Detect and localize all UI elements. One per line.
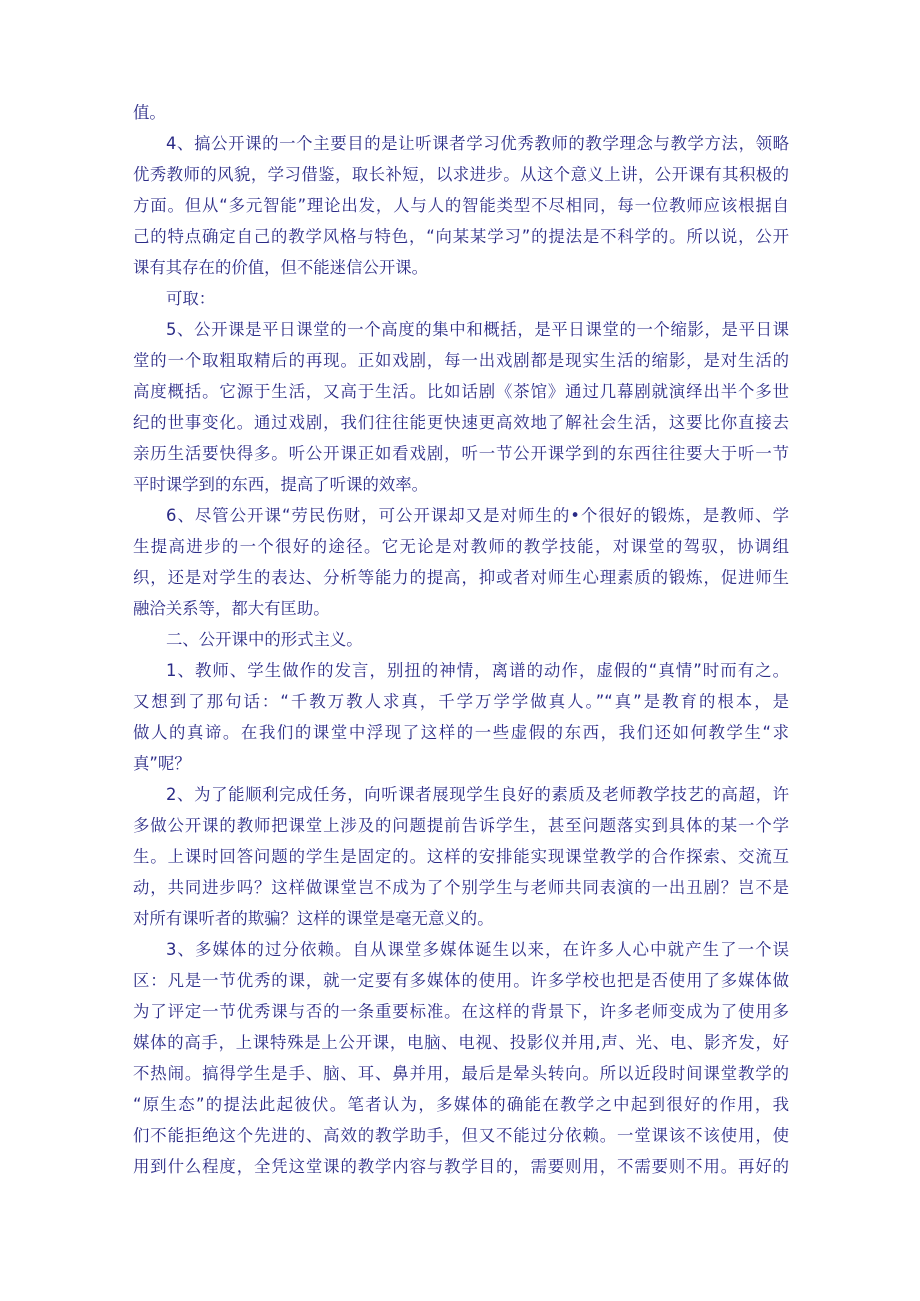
text-line: 平时课学到的东西，提高了听课的效率。 bbox=[133, 475, 429, 494]
text-line: 课有其存在的价值，但不能迷信公开课。 bbox=[133, 258, 429, 277]
text-line: 6、尽管公开课“劳民伤财，可公开课却又是对师生的•个很好的锻炼，是教师、学 bbox=[166, 506, 789, 525]
text-line: “原生态”的提法此起彼伏。笔者认为，多媒体的确能在教学之中起到很好的作用，我 bbox=[133, 1095, 789, 1114]
text-line: 2、为了能顺利完成任务，向听课者展现学生良好的素质及老师教学技艺的高超，许 bbox=[166, 785, 789, 804]
text-line: 高度概括。它源于生活，又高于生活。比如话剧《茶馆》通过几幕剧就演绎出半个多世 bbox=[133, 382, 789, 401]
paragraph-point-5 bbox=[133, 314, 789, 500]
paragraph-section-2 bbox=[133, 624, 789, 655]
text-line: 织，还是对学生的表达、分析等能力的提高，抑或者对师生心理素质的锻炼，促进师生 bbox=[133, 568, 789, 587]
text-line: 堂的一个取粗取精后的再现。正如戏剧，每一出戏剧都是现实生活的缩影，是对生活的 bbox=[133, 351, 789, 370]
text-line: 二、公开课中的形式主义。 bbox=[166, 630, 363, 649]
text-line: 又想到了那句话：“千教万教人求真，千学万学学做真人。”“真”是教育的根本，是 bbox=[133, 692, 789, 711]
paragraph-point-6 bbox=[133, 500, 789, 624]
text-line: 真”呢？ bbox=[133, 754, 191, 773]
text-line: 3、多媒体的过分依赖。自从课堂多媒体诞生以来，在许多人心中就产生了一个误 bbox=[166, 940, 789, 959]
text-line: 纪的世事变化。通过戏剧，我们往往能更快速更高效地了解社会生活，这要比你直接去 bbox=[133, 413, 789, 432]
text-line: 优秀教师的风貌，学习借鉴，取长补短，以求进步。从这个意义上讲，公开课有其积极的 bbox=[133, 165, 789, 184]
paragraph-form-1 bbox=[133, 655, 789, 779]
text-line: 做人的真谛。在我们的课堂中浮现了这样的一些虚假的东西，我们还如何教学生“求 bbox=[133, 723, 789, 742]
text-line: 用到什么程度，全凭这堂课的教学内容与教学目的，需要则用，不需要则不用。再好的 bbox=[133, 1157, 789, 1176]
paragraph-point-4 bbox=[133, 128, 789, 283]
text-line: 值。 bbox=[133, 103, 166, 122]
text-line: 5、公开课是平日课堂的一个高度的集中和概括，是平日课堂的一个缩影，是平日课 bbox=[166, 320, 789, 339]
text-line: 方面。但从“多元智能”理论出发，人与人的智能类型不尽相同，每一位教师应该根据自 bbox=[133, 196, 789, 215]
text-line: 为了评定一节优秀课与否的一条重要标准。在这样的背景下，许多老师变成为了使用多 bbox=[133, 1002, 789, 1021]
paragraph-form-3 bbox=[133, 934, 789, 1182]
text-line: 区：凡是一节优秀的课，就一定要有多媒体的使用。许多学校也把是否使用了多媒体做 bbox=[133, 971, 789, 990]
text-line: 生。上课时回答问题的学生是固定的。这样的安排能实现课堂教学的合作探索、交流互 bbox=[133, 847, 789, 866]
text-line: 4、搞公开课的一个主要目的是让听课者学习优秀教师的教学理念与教学方法，领略 bbox=[166, 134, 789, 153]
text-line: 1、教师、学生做作的发言，别扭的神情，离谱的动作，虚假的“真情”时而有之。 bbox=[166, 661, 789, 680]
text-line: 多做公开课的教师把课堂上涉及的问题提前告诉学生，甚至问题落实到具体的某一个学 bbox=[133, 816, 789, 835]
text-line: 动，共同进步吗？这样做课堂岂不成为了个别学生与老师共同表演的一出丑剧？岂不是 bbox=[133, 878, 789, 897]
text-line: 亲历生活要快得多。听公开课正如看戏剧，听一节公开课学到的东西往往要大于听一节 bbox=[133, 444, 789, 463]
paragraph-heading-kequ bbox=[133, 283, 789, 314]
text-line: 生提高进步的一个很好的途径。它无论是对教师的教学技能，对课堂的驾驭，协调组 bbox=[133, 537, 789, 556]
text-line: 对所有课听者的欺骗？这样的课堂是毫无意义的。 bbox=[133, 909, 494, 928]
text-line: 己的特点确定自己的教学风格与特色，“向某某学习”的提法是不科学的。所以说，公开 bbox=[133, 227, 789, 246]
paragraph-tail bbox=[133, 97, 789, 128]
document-page bbox=[133, 97, 789, 1182]
text-line: 可取： bbox=[166, 289, 216, 308]
text-line: 们不能拒绝这个先进的、高效的教学助手，但又不能过分依赖。一堂课该不该使用，使 bbox=[133, 1126, 789, 1145]
text-line: 媒体的高手，上课特殊是上公开课，电脑、电视、投影仪并用,声、光、电、影齐发，好 bbox=[133, 1033, 789, 1052]
text-line: 不热闹。搞得学生是手、脑、耳、鼻并用，最后是晕头转向。所以近段时间课堂教学的 bbox=[133, 1064, 789, 1083]
text-line: 融洽关系等，都大有匡助。 bbox=[133, 599, 330, 618]
paragraph-form-2 bbox=[133, 779, 789, 934]
